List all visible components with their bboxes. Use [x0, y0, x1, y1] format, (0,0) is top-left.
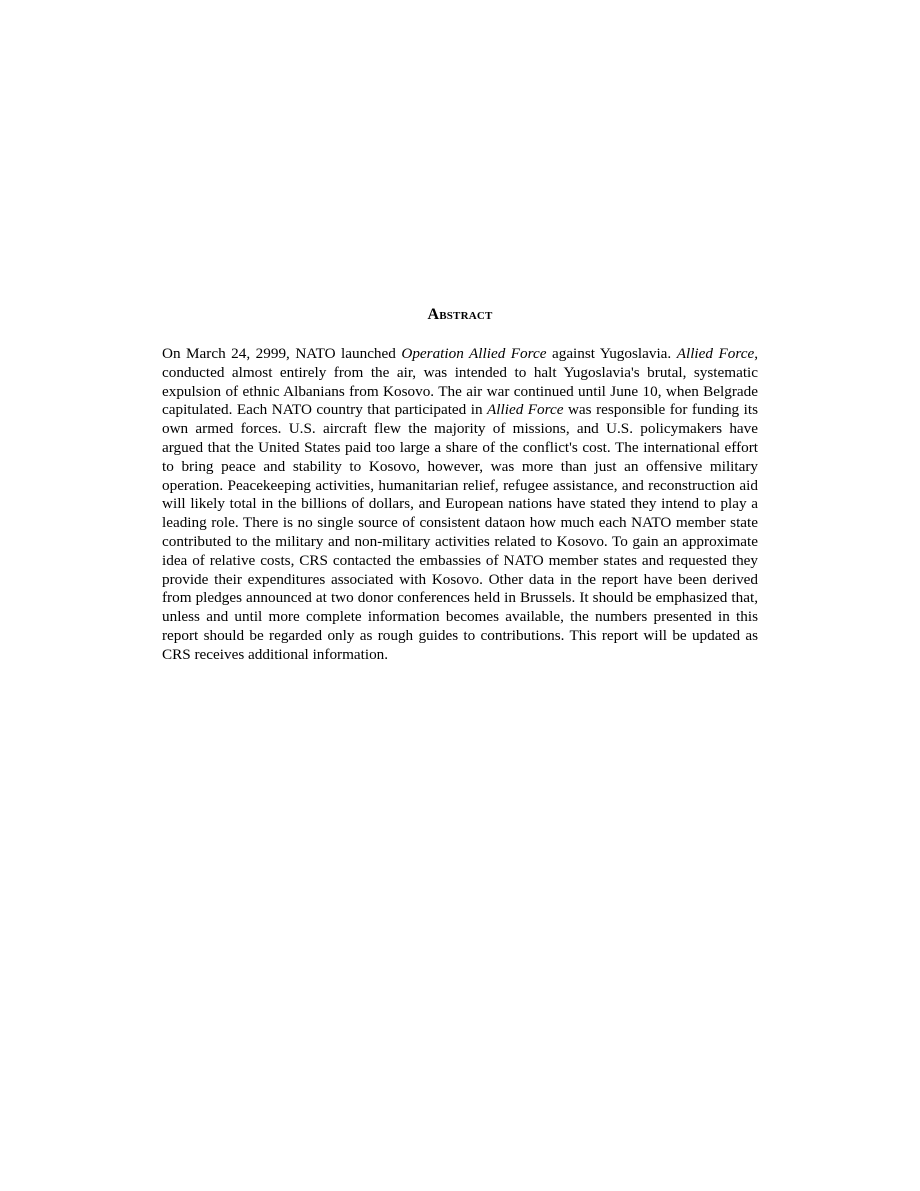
abstract-text-run: was responsible for funding its own armed forces. U.S. aircraft flew the majority of missions, and U.S. policymakers have argued that the United States paid too large a share of the conflict's cost. The international effort to bring peace and stability to Kosovo, however, was more than just an offensive military operation. Peacekeeping activities, humanitarian relief, refugee assistance, and reconstruction aid will likely total in the billions of dollars, and European nations have stated they intend to play a leading role. There is no single source of consistent dataon how much each NATO member state contributed to the military and non-military activities related to Kosovo. To gain an approximate idea of relative costs, CRS contacted the embassies of NATO member states and requested they provide their expenditures associated with Kosovo. Other data in the report have been derived from pledges announced at two donor conferences held in Brussels. It should be emphasized that, unless and until more complete information becomes available, the numbers presented in this report should be regarded only as rough guides to contributions. This report will be updated as CRS receives additional information. — [162, 401, 758, 663]
abstract-text-run: , conducted almost entirely from the air, was intended to halt Yugoslavia's brutal, systematic expulsion of ethnic Albanians from Kosovo. The air war continued until June 10, when Belgrade capitulated. Each NATO country that participated in — [162, 345, 758, 419]
abstract-text-run-italic: Allied Force — [676, 345, 755, 362]
abstract-text-run: against Yugoslavia. — [546, 345, 677, 362]
abstract-title: Abstract — [427, 306, 493, 323]
abstract-text-run: On March 24, 2999, NATO launched — [162, 345, 402, 362]
abstract-section — [162, 305, 758, 665]
abstract-text-run-italic: Allied Force — [487, 401, 564, 419]
abstract-text-run-italic: Operation Allied Force — [401, 345, 547, 362]
abstract-body — [162, 345, 758, 665]
